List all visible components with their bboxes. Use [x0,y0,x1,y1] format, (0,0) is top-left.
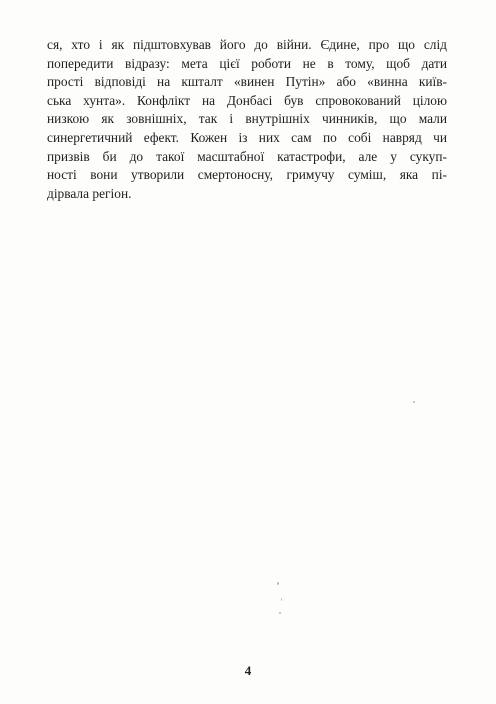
body-text [47,36,447,203]
text-line: дірвала регіон. [47,185,132,201]
scan-speck [413,401,415,403]
text-line: низкою як зовнішніх, так і внутрішніх чинників, що мали [47,111,447,127]
text-line: ся, хто і як підштовхував його до війни. Єдине, про що слід [47,37,447,52]
text-line: синергетичний ефект. Кожен із них сам по собі навряд чи [47,129,447,145]
text-line: ська хунта». Конфлікт на Донбасі був спровокований цілою [47,92,447,108]
text-line: прості відповіді на кшталт «винен Путін» або «винна київ- [47,74,447,90]
text-line: ності вони утворили смертоносну, гримучу суміш, яка пі- [47,167,447,183]
page-number: 4 [244,663,252,678]
text-line: призвів би до такої масштабної катастрофи, але у сукуп- [47,148,447,164]
scan-speck [281,598,282,601]
scan-speck [277,582,279,585]
text-line: попередити відразу: мета цієї роботи не в тому, щоб дати [47,55,447,71]
scan-speck [279,612,281,614]
